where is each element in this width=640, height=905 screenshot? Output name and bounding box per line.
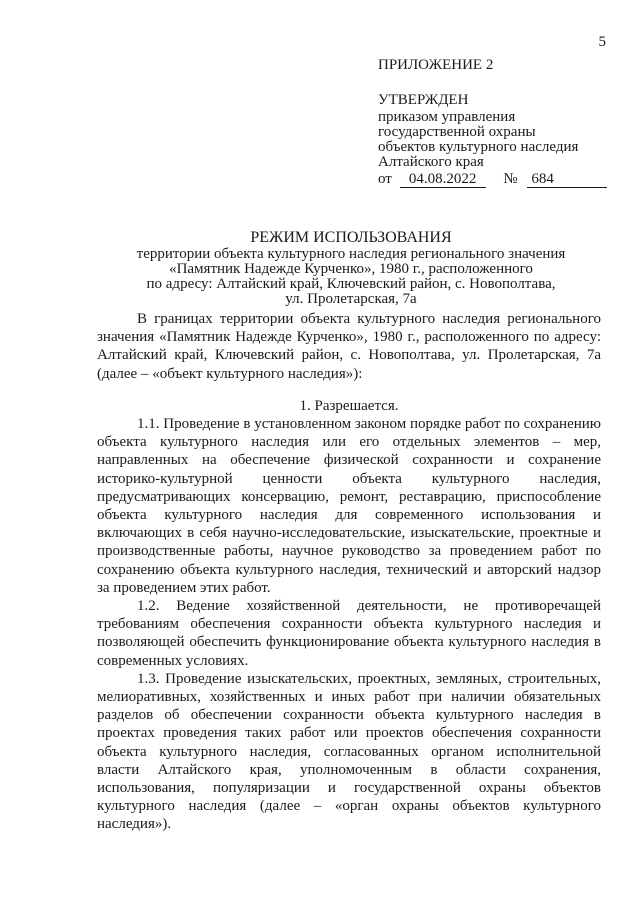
heading-line: «Памятник Надежде Курченко», 1980 г., расположенного [169,261,533,277]
list-item: 1.2. Ведение хозяйственной деятельности, не противоречащей требованиям обеспечения сохранности объекта культурного наследия и позволяющей обеспечить функционирование объекта культурного наследия в современных условиях. [97,598,601,669]
document-body [97,310,601,834]
document-heading [96,230,606,307]
order-line: приказом управления [378,109,516,125]
order-line: объектов культурного наследия [378,139,579,155]
document-title: РЕЖИМ ИСПОЛЬЗОВАНИЯ [250,229,452,246]
order-line: Алтайского края [378,154,484,170]
approved-label: УТВЕРЖДЕН [378,92,469,108]
approval-stamp [378,58,618,188]
page-number: 5 [598,34,606,50]
heading-line: территории объекта культурного наследия регионального значения [136,246,566,262]
order-number: 684 [527,172,607,188]
intro-paragraph: В границах территории объекта культурного наследия регионального значения «Памятник Надежде Курченко», 1980 г., расположенного по адресу: Алтайский край, Ключевский район, с. Новополтава, ул. Пролетарская, 7а (далее – «объект культурного наследия»): [97,311,601,382]
order-date: 04.08.2022 [400,172,486,188]
heading-line: ул. Пролетарская, 7а [285,291,417,307]
heading-line: по адресу: Алтайский край, Ключевский район, с. Новополтава, [146,276,556,292]
appendix-label: ПРИЛОЖЕНИЕ 2 [378,57,494,73]
list-item: 1.1. Проведение в установленном законом порядке работ по сохранению объекта культурного наследия или его отдельных элементов – мер, направленных на обеспечение физической сохранности и сохранение историко-культурной ценности объекта культурного наследия, предусматривающих консервацию, ремонт, реставрацию, приспособление объекта культурного наследия для современного использования и включающих в себя научно-исследовательские, изыскательские, проектные и производственные работы, научное руководство за проведением работ по сохранению объекта культурного наследия, технический и авторский надзор за проведением этих работ. [97,416,601,596]
number-sign: № [503,171,518,187]
order-line: государственной охраны [378,124,536,140]
list-item: 1.3. Проведение изыскательских, проектных, земляных, строительных, мелиоративных, хозяйственных и иных работ при наличии обязательных разделов об обеспечении сохранности объекта культурного наследия в проектах проведения таких работ или проектов обеспечения сохранности объекта культурного наследия, согласованных органом исполнительной власти Алтайского края, уполномоченным в области сохранения, использования, популяризации и государственной охраны объектов культурного наследия (далее – «орган охраны объектов культурного наследия»). [97,670,601,833]
section-title: 1. Разрешается. [299,397,399,414]
order-date-number [378,172,618,188]
date-prefix: от [378,171,392,187]
